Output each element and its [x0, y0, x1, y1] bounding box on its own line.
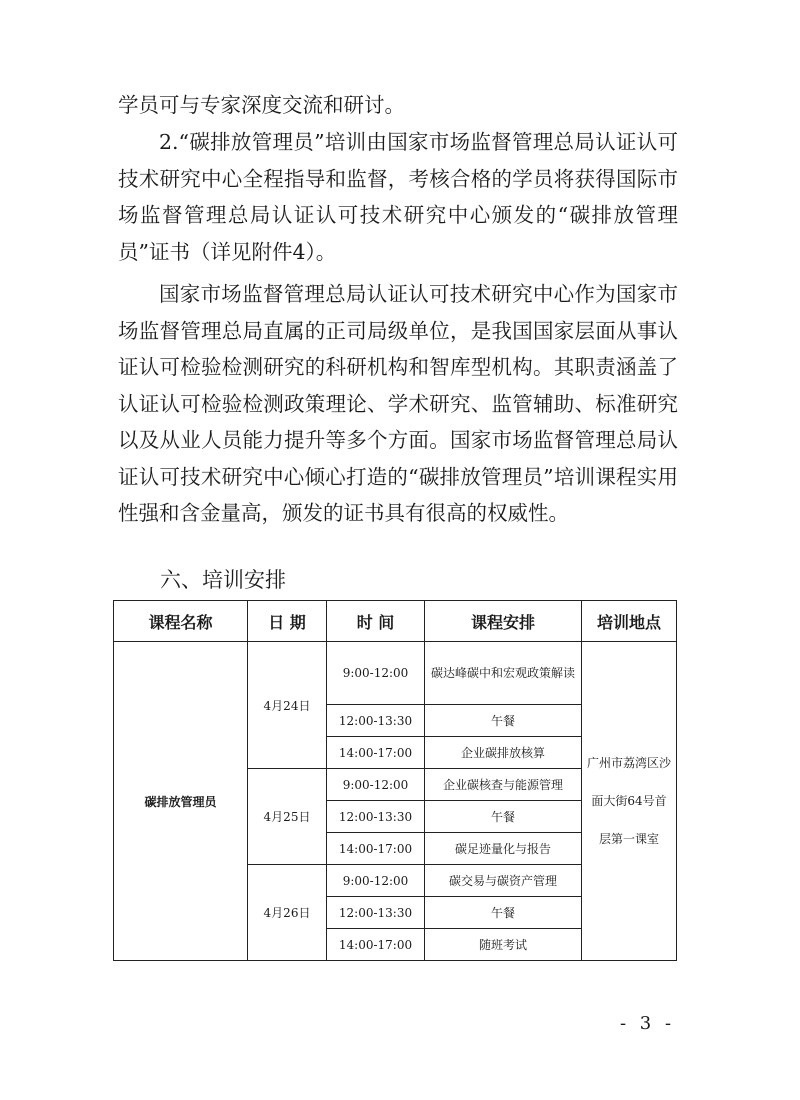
time-cell: 12:00-13:30	[327, 705, 425, 737]
arrangement-cell: 企业碳核查与能源管理	[425, 769, 582, 801]
course-name: 碳排放管理员	[114, 642, 248, 961]
header-course: 课程名称	[114, 601, 248, 642]
arrangement-cell: 企业碳排放核算	[425, 737, 582, 769]
date-cell: 4月26日	[248, 865, 327, 961]
arrangement-cell: 随班考试	[425, 929, 582, 961]
time-cell: 9:00-12:00	[327, 642, 425, 705]
header-date: 日 期	[248, 601, 327, 642]
paragraph-continuation: 学员可与专家深度交流和研讨。	[118, 93, 405, 117]
location-cell: 广州市荔湾区沙面大街64号首层第一课室	[582, 642, 677, 961]
arrangement-cell: 午餐	[425, 801, 582, 833]
time-cell: 14:00-17:00	[327, 737, 425, 769]
arrangement-cell: 碳达峰碳中和宏观政策解读	[425, 642, 582, 705]
arrangement-cell: 碳足迹量化与报告	[425, 833, 582, 865]
time-cell: 9:00-12:00	[327, 865, 425, 897]
arrangement-cell: 午餐	[425, 897, 582, 929]
date-cell: 4月24日	[248, 642, 327, 769]
arrangement-cell: 午餐	[425, 705, 582, 737]
time-cell: 14:00-17:00	[327, 929, 425, 961]
paragraph-certificate: 2.“碳排放管理员”培训由国家市场监督管理总局认证认可技术研究中心全程指导和监督，考核合格的学员将获得国际市场监督管理总局认证认可技术研究中心颁发的“碳排放管理员”证书（详见附件4）。	[118, 130, 678, 264]
header-time: 时 间	[327, 601, 425, 642]
page-number: - 3 -	[620, 1013, 676, 1034]
table-header-row	[114, 601, 677, 642]
arrangement-cell: 碳交易与碳资产管理	[425, 865, 582, 897]
header-arrangement: 课程安排	[425, 601, 582, 642]
time-cell: 14:00-17:00	[327, 833, 425, 865]
header-location: 培训地点	[582, 601, 677, 642]
section-heading: 六、培训安排	[160, 568, 286, 592]
time-cell: 12:00-13:30	[327, 801, 425, 833]
schedule-table	[113, 600, 677, 961]
time-cell: 12:00-13:30	[327, 897, 425, 929]
table-row	[114, 642, 677, 705]
date-cell: 4月25日	[248, 769, 327, 865]
paragraph-center-intro: 国家市场监督管理总局认证认可技术研究中心作为国家市场监督管理总局直属的正司局级单位，是我国国家层面从事认证认可检验检测研究的科研机构和智库型机构。其职责涵盖了认证认可检验检测政策理论、学术研究、监管辅助、标准研究以及从业人员能力提升等多个方面。国家市场监督管理总局认证认可技术研究中心倾心打造的“碳排放管理员”培训课程实用性强和含金量高，颁发的证书具有很高的权威性。	[118, 282, 678, 525]
time-cell: 9:00-12:00	[327, 769, 425, 801]
